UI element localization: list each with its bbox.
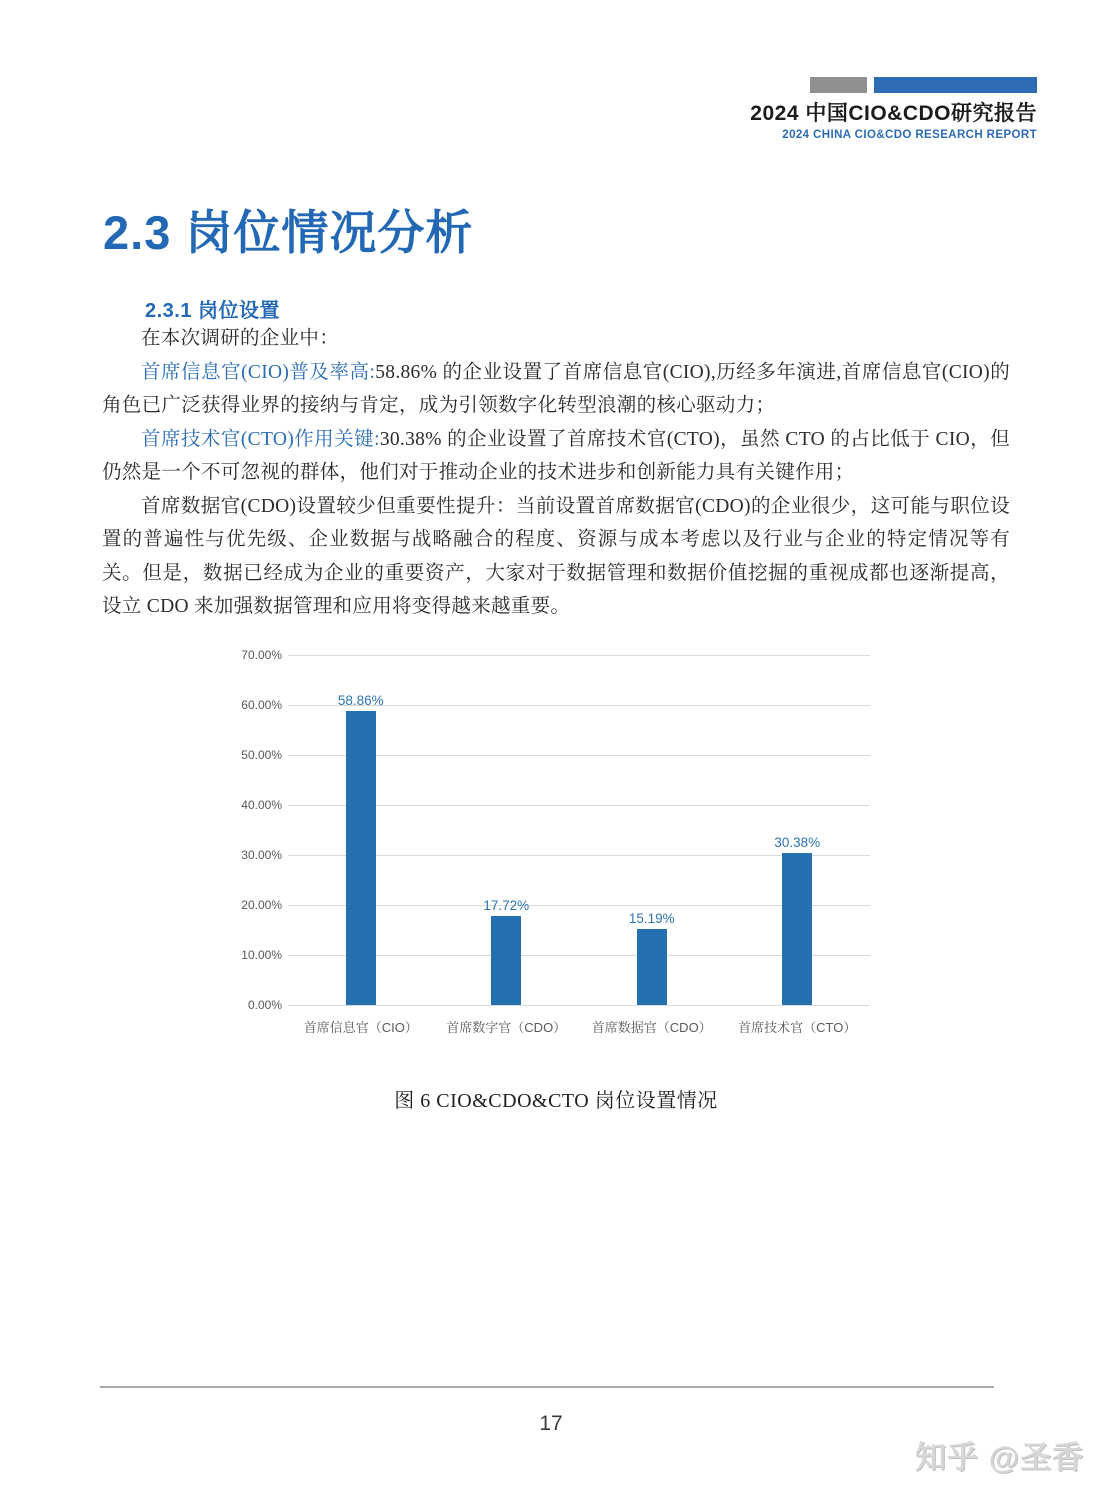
body-text [102, 322, 1010, 624]
cio-body-text: 58.86% 的企业设置了首席信息官(CIO),历经多年演进,首席信息官(CIO)的角色已广泛获得业界的接纳与肯定，成为引领数字化转型浪潮的核心驱动力； [102, 361, 1010, 416]
paragraph-cto [102, 423, 1010, 490]
x-tick-label: 首席技术官（CTO） [738, 1020, 857, 1035]
bar-column [434, 655, 580, 1005]
x-tick-label: 首席数字官（CDO） [446, 1020, 567, 1035]
x-tick-label: 首席信息官（CIO） [303, 1020, 418, 1035]
section-title: 2.3 岗位情况分析 [103, 206, 474, 259]
report-title-en: 2024 CHINA CIO&CDO RESEARCH REPORT [782, 129, 1037, 141]
page-number: 17 [539, 1412, 563, 1435]
chart-bars-container [288, 655, 870, 1005]
intro-text: 在本次调研的企业中： [141, 328, 340, 349]
bar [491, 916, 521, 1005]
bar-value-label: 17.72% [483, 898, 530, 914]
paragraph-cdo [102, 490, 1010, 624]
y-tick-label: 10.00% [241, 948, 282, 962]
gridline [288, 1005, 870, 1006]
blue-accent-bar [874, 77, 1037, 93]
bar-value-label: 15.19% [628, 911, 675, 927]
bar-column [579, 655, 725, 1005]
bar-chart [238, 648, 870, 1036]
bar-value-label: 58.86% [337, 692, 384, 708]
header-decoration-bars [750, 77, 1037, 93]
bar [346, 711, 376, 1005]
watermark: 知乎 @圣香 [915, 1440, 1084, 1475]
bar-column [288, 655, 434, 1005]
bar [782, 853, 812, 1005]
gray-accent-bar [810, 77, 867, 93]
page-header [750, 77, 1037, 141]
figure-caption: 图 6 CIO&CDO&CTO 岗位设置情况 [394, 1090, 718, 1112]
x-tick-label: 首席数据官（CDO） [591, 1020, 712, 1035]
y-tick-label: 60.00% [241, 698, 282, 712]
cdo-body-text: 当前设置首席数据官(CDO)的企业很少，这可能与职位设置的普遍性与优先级、企业数据与战略融合的程度、资源与成本考虑以及行业与企业的特定情况等有关。但是，数据已经成为企业的重要资产，大家对于数据管理和数据价值挖掘的重视成都也逐渐提高，设立 CDO 来加强数据管理和应用将变得越来越重要。 [102, 495, 1010, 617]
y-tick-label: 50.00% [241, 748, 282, 762]
y-tick-label: 20.00% [241, 898, 282, 912]
y-tick-label: 70.00% [241, 648, 282, 662]
report-title-zh: 2024 中国CIO&CDO研究报告 [750, 102, 1037, 125]
cio-lead-text: 首席信息官(CIO)普及率高: [141, 361, 376, 383]
y-tick-label: 30.00% [241, 848, 282, 862]
bar [637, 929, 667, 1005]
chart-x-axis [288, 1017, 870, 1036]
cdo-lead-text: 首席数据官(CDO)设置较少但重要性提升： [141, 495, 516, 517]
chart-plot-area [238, 648, 870, 1012]
bar-column [725, 655, 871, 1005]
footer-divider [100, 1386, 994, 1388]
chart-plot [288, 651, 870, 1009]
chart-y-axis [238, 648, 288, 1012]
cto-body-text: 30.38% 的企业设置了首席技术官(CTO)，虽然 CTO 的占比低于 CIO，但仍然是一个不可忽视的群体，他们对于推动企业的技术进步和创新能力具有关键作用； [102, 428, 1010, 483]
y-tick-label: 40.00% [241, 798, 282, 812]
cto-lead-text: 首席技术官(CTO)作用关键: [141, 428, 380, 450]
y-tick-label: 0.00% [247, 998, 282, 1012]
bar-value-label: 30.38% [774, 835, 821, 851]
paragraph-cio [102, 356, 1010, 423]
paragraph-intro [102, 322, 1010, 356]
subsection-title: 2.3.1 岗位设置 [145, 300, 281, 322]
